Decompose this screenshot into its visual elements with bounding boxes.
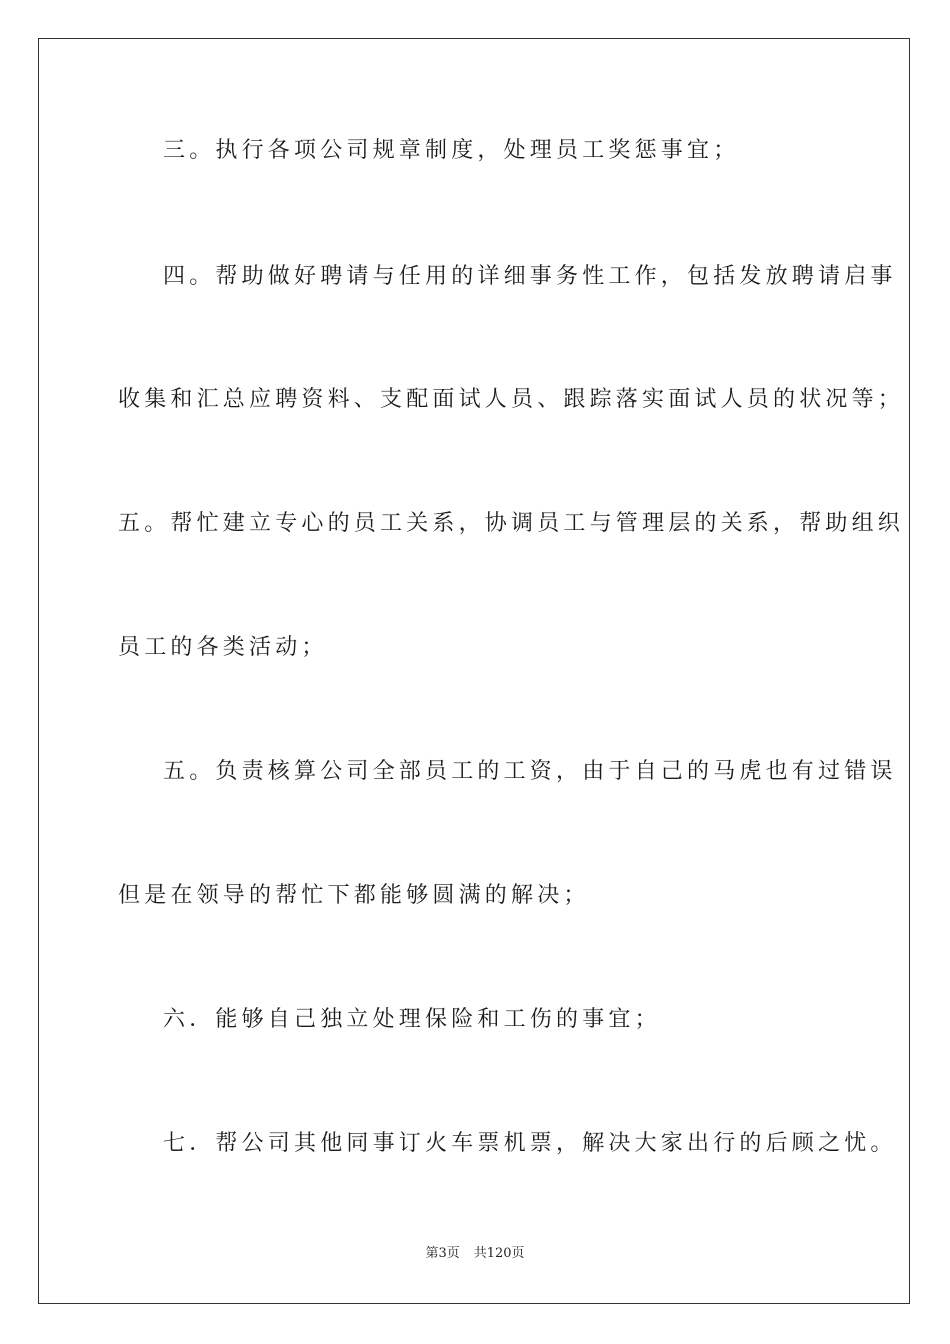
page-border — [38, 38, 910, 1304]
paragraph-line-8: 六．能够自己独立处理保险和工伤的事宜； — [163, 1007, 661, 1032]
page-total: 共120页 — [473, 1246, 525, 1261]
paragraph-line-9: 七．帮公司其他同事订火车票机票，解决大家出行的后顾之忧。 — [163, 1131, 897, 1156]
paragraph-line-5: 员工的各类活动； — [118, 635, 328, 660]
page-number: 第3页 — [425, 1246, 460, 1261]
page-footer — [0, 1245, 950, 1263]
paragraph-line-1: 三。执行各项公司规章制度，处理员工奖惩事宜； — [163, 138, 740, 163]
paragraph-line-6: 五。负责核算公司全部员工的工资，由于自己的马虎也有过错误 — [163, 759, 897, 784]
paragraph-line-2: 四。帮助做好聘请与任用的详细事务性工作，包括发放聘请启事 — [163, 264, 897, 289]
paragraph-line-3: 收集和汇总应聘资料、支配面试人员、跟踪落实面试人员的状况等； — [118, 387, 905, 412]
paragraph-line-7: 但是在领导的帮忙下都能够圆满的解决； — [118, 883, 590, 908]
paragraph-line-4: 五。帮忙建立专心的员工关系，协调员工与管理层的关系，帮助组织 — [118, 511, 905, 536]
